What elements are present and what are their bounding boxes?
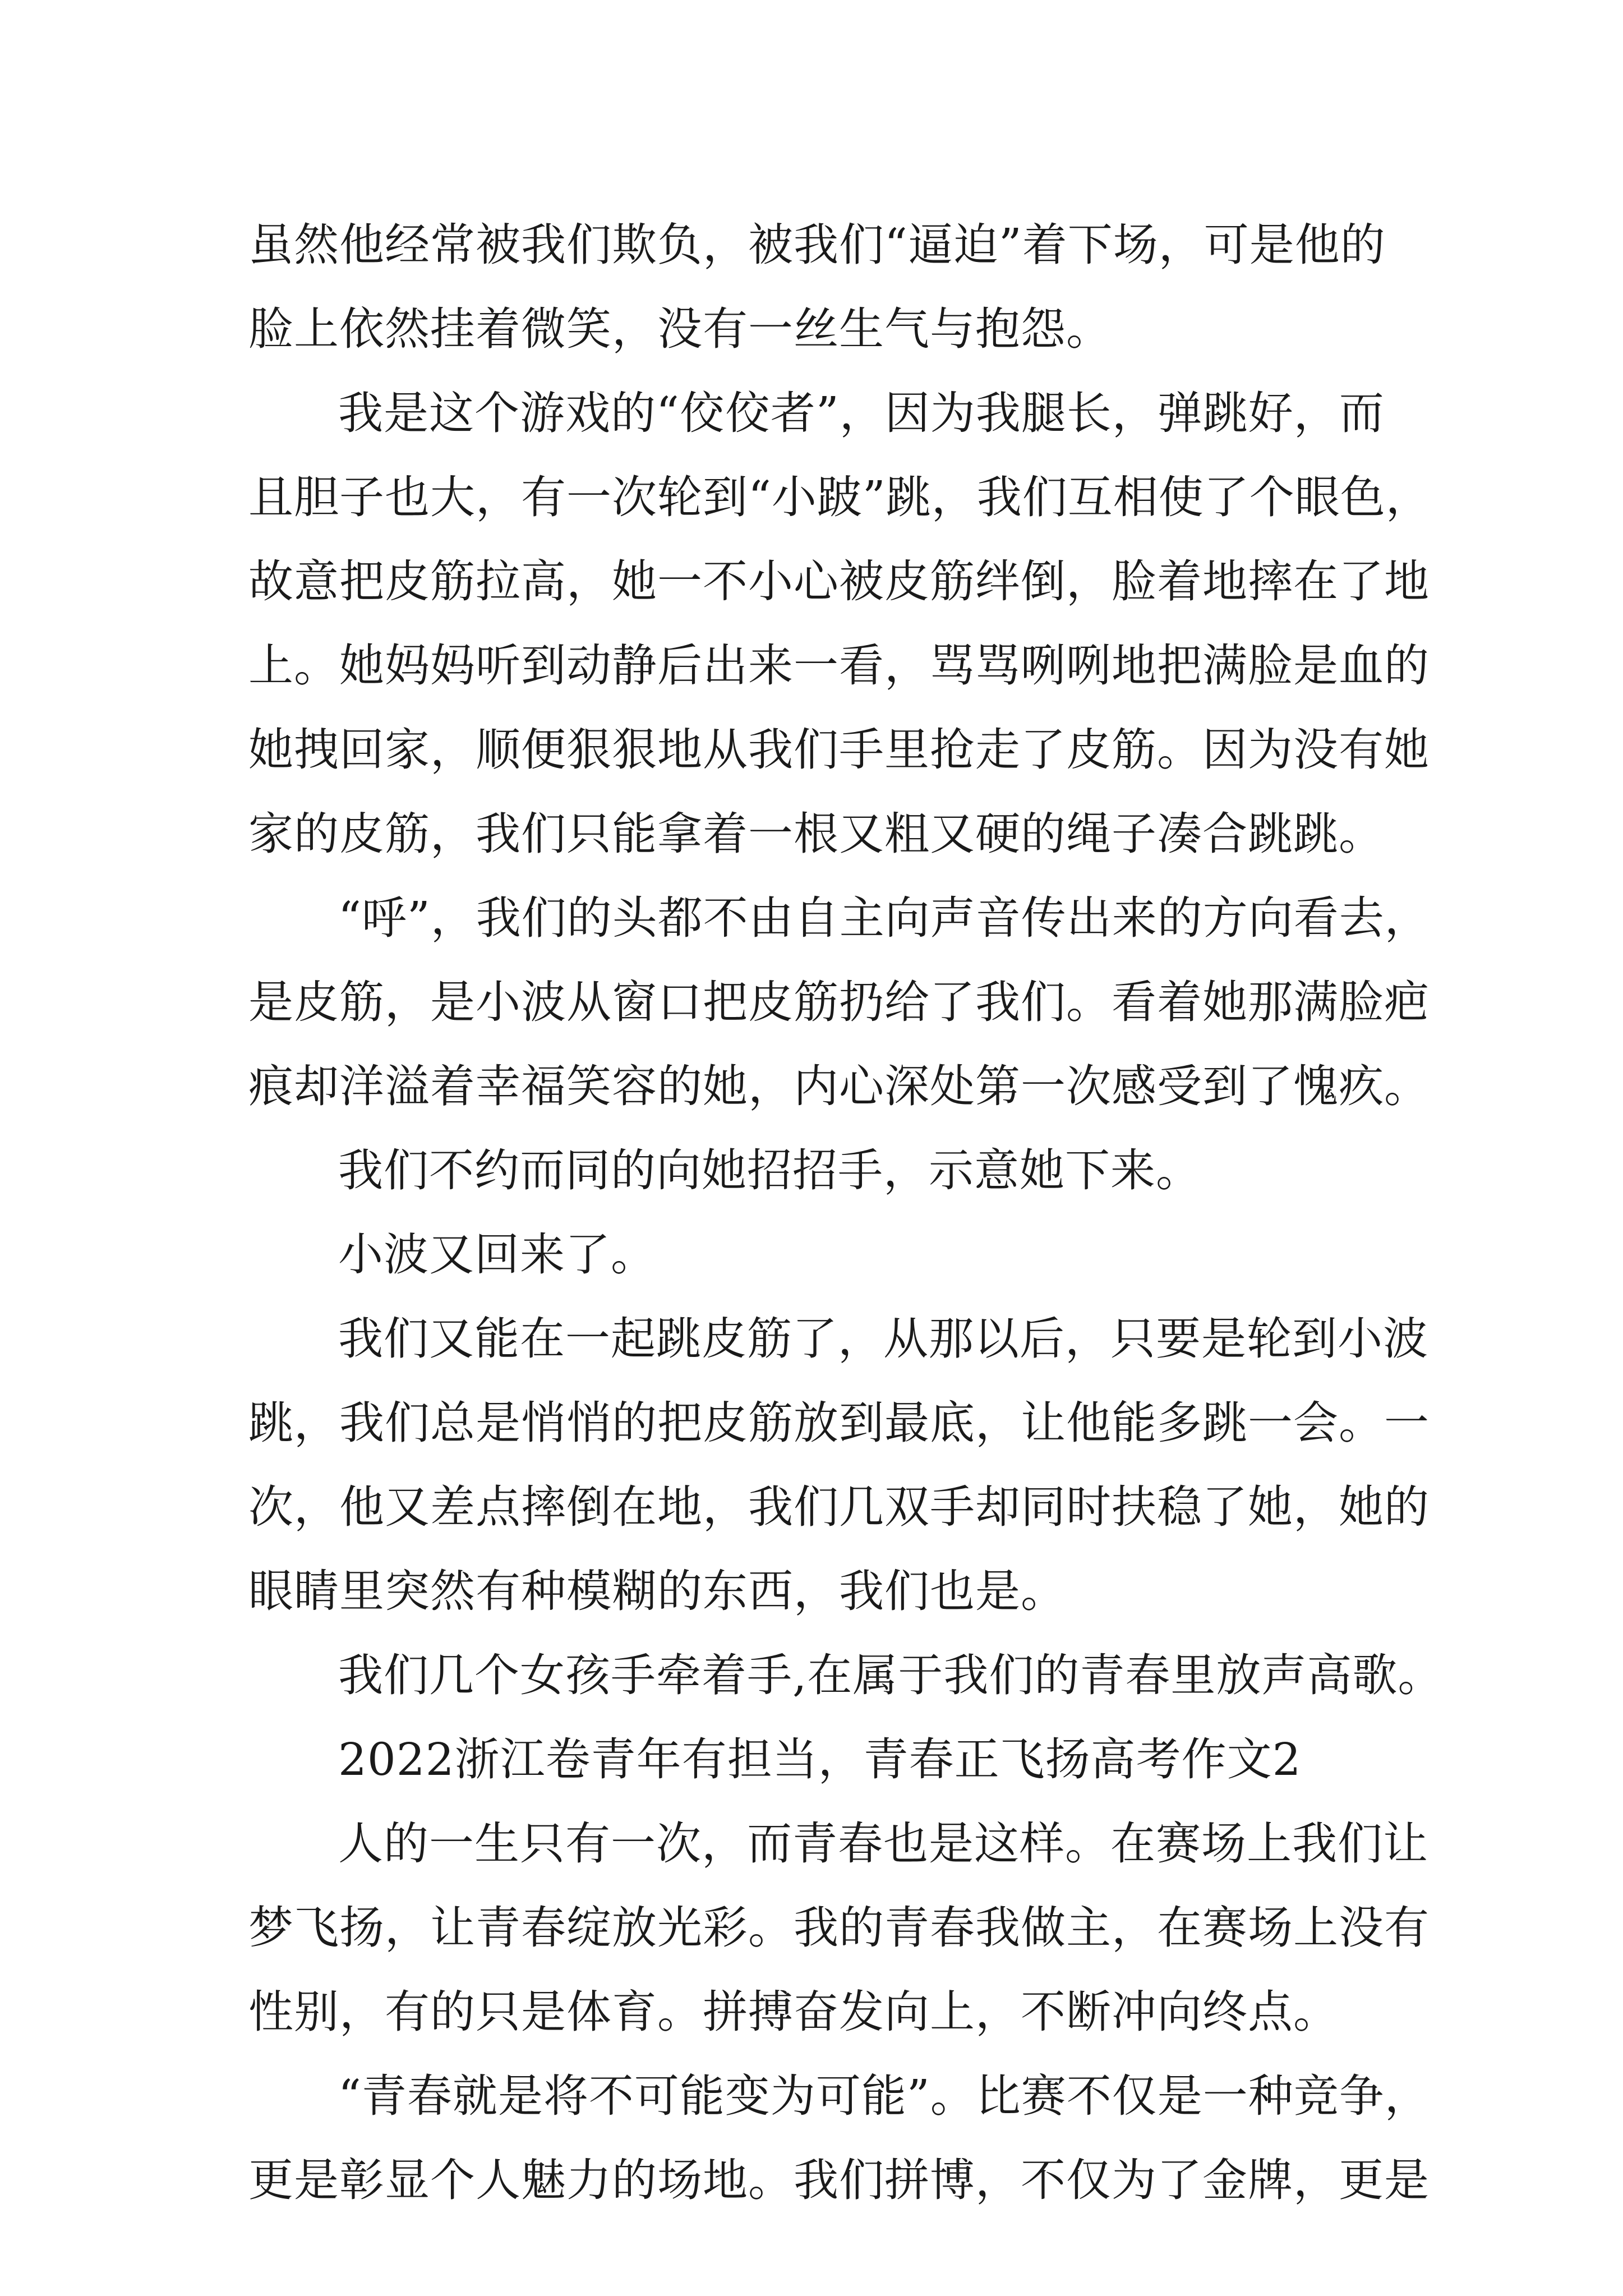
text-line: 虽然他经常被我们欺负，被我们“逼迫”着下场，可是他的 — [248, 219, 1386, 271]
text-line: 痕却洋溢着幸福笑容的她，内心深处第一次感受到了愧疚。 — [248, 1060, 1430, 1112]
text-line: 她拽回家，顺便狠狠地从我们手里抢走了皮筋。因为没有她 — [248, 724, 1430, 776]
text-line: 上。她妈妈听到动静后出来一看，骂骂咧咧地把满脸是血的 — [248, 639, 1430, 692]
text-line: 性别，有的只是体育。拼搏奋发向上，不断冲向终点。 — [248, 1986, 1339, 2038]
text-line: 是皮筋，是小波从窗口把皮筋扔给了我们。看着她那满脸疤 — [248, 976, 1430, 1028]
text-line: 眼睛里突然有种模糊的东西，我们也是。 — [248, 1565, 1066, 1617]
text-line: 我们不约而同的向她招招手，示意她下来。 — [338, 1144, 1201, 1197]
text-line: “青春就是将不可能变为可能”。比赛不仅是一种竞争， — [338, 2070, 1430, 2122]
text-line: 脸上依然挂着微笑，没有一丝生气与抱怨。 — [248, 303, 1112, 355]
text-line: 我是这个游戏的“佼佼者”，因为我腿长，弹跳好，而 — [338, 387, 1385, 439]
text-line: 人的一生只有一次，而青春也是这样。在赛场上我们让 — [338, 1818, 1428, 1870]
text-line: 跳，我们总是悄悄的把皮筋放到最底，让他能多跳一会。一 — [248, 1397, 1430, 1449]
section-heading: 2022浙江卷青年有担当，青春正飞扬高考作文2 — [338, 1733, 1302, 1786]
text-line: 更是彰显个人魅力的场地。我们拼博，不仅为了金牌，更是 — [248, 2154, 1430, 2206]
text-line: 梦飞扬，让青春绽放光彩。我的青春我做主，在赛场上没有 — [248, 1902, 1430, 1954]
text-line: 小波又回来了。 — [338, 1228, 656, 1281]
body-text — [248, 203, 1444, 2223]
text-line: 我们又能在一起跳皮筋了，从那以后，只要是轮到小波 — [338, 1313, 1428, 1365]
text-line: 次，他又差点摔倒在地，我们几双手却同时扶稳了她，她的 — [248, 1481, 1430, 1533]
text-line: 家的皮筋，我们只能拿着一根又粗又硬的绳子凑合跳跳。 — [248, 808, 1384, 860]
text-line: 且胆子也大，有一次轮到“小跛”跳，我们互相使了个眼色， — [248, 471, 1431, 523]
text-line: 我们几个女孩手牵着手,在属于我们的青春里放声高歌。 — [338, 1649, 1444, 1701]
text-line: “呼”，我们的头都不由自主向声音传出来的方向看去， — [338, 892, 1430, 944]
text-line: 故意把皮筋拉高，她一不小心被皮筋绊倒，脸着地摔在了地 — [248, 555, 1430, 608]
